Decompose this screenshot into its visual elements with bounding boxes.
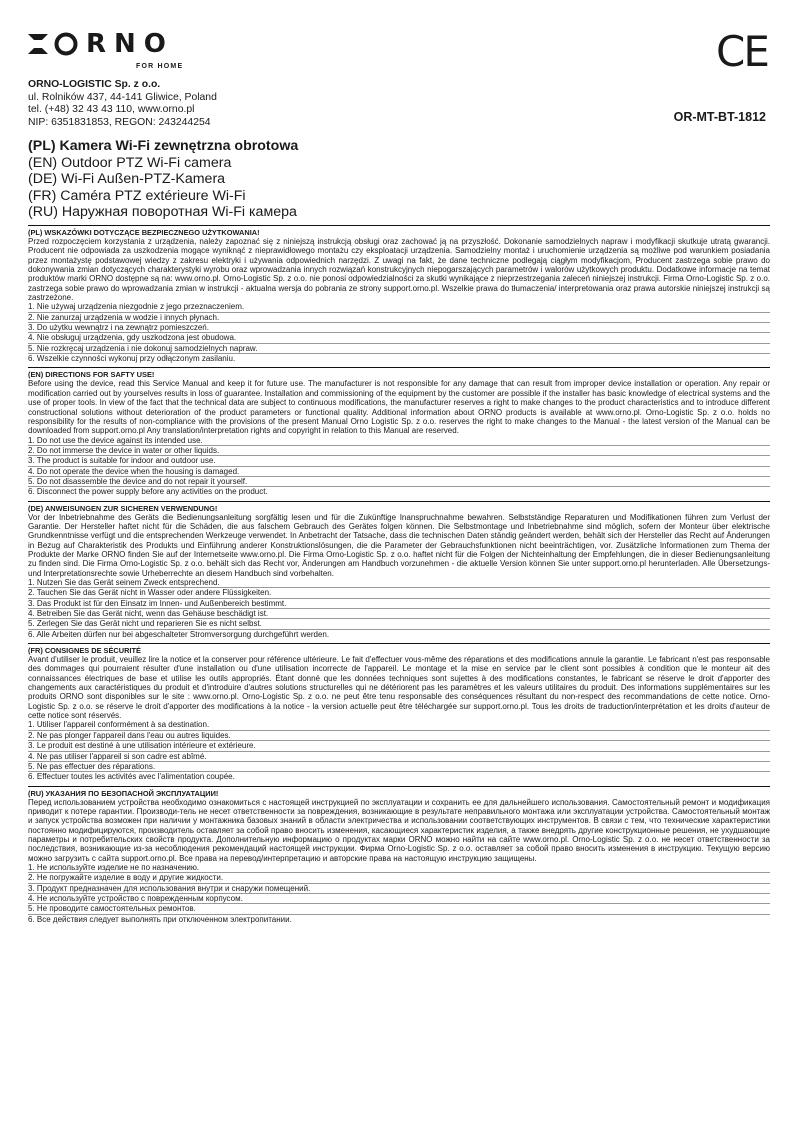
section-body: Avant d'utiliser le produit, veuillez lire la notice et la conserver pour référence ultérieure. Le fait d'effectuer vous-même des réparations et des modifications annule la garantie. Le fabricant n'est pas responsable des dommages qui pourraient résulter d'une installation ou d'une utilisation incorrecte de l'appareil. Le montage et la mise en service par le client sont possibles à condition que le monteur ait des connaissances électriques de base et utilise les outils appropriés. Étant donné que les données techniques sont sujettes à des modifications constantes, le fabricant se réserve le droit d'apporter des changements aux caractéristiques du produit et d'introduire d'autres solutions structurelles qui ne détériorent pas les paramètres et les valeurs utilitaires du produit. Des informations supplémentaires sur les produits ORNO sont disponibles sur le site : www.orno.pl. Orno-Logistic Sp. z o.o. ne peut être tenu responsable des conséquences résultant du non-respect des recommandations de cette notice. Orno-Logistic Sp. z o.o. se réserve le droit d'apporter des modifications à la notice - la version actuelle peut être téléchargée sur support.orno.pl. Tous les droits de traduction/interprétation et les droits d'auteur de cette notice sont réservés. [28, 655, 770, 721]
list-item: 1. Nutzen Sie das Gerät seinem Zweck entsprechend. [28, 578, 770, 588]
section-heading: (FR) CONSIGNES DE SÉCURITÉ [28, 646, 141, 656]
list-item: 2. Не погружайте изделие в воду и другие жидкости. [28, 873, 770, 883]
model-number: OR-MT-BT-1812 [673, 110, 766, 124]
list-item: 5. Ne pas effectuer des réparations. [28, 762, 770, 772]
section-list [28, 436, 770, 497]
list-item: 4. Ne pas utiliser l'appareil si son cadre est abîmé. [28, 752, 770, 762]
title-ru: (RU) Наружная поворотная Wi-Fi камера [28, 204, 297, 221]
list-item: 3. Do użytku wewnątrz i na zewnątrz pomieszczeń. [28, 323, 770, 333]
title-en: (EN) Outdoor PTZ Wi-Fi camera [28, 154, 232, 171]
section-heading: (DE) ANWEISUNGEN ZUR SICHEREN VERWENDUNG! [28, 503, 218, 513]
section-list [28, 863, 770, 924]
list-item: 6. Effectuer toutes les activités avec l'alimentation coupée. [28, 772, 235, 782]
list-item: 3. Das Produkt ist für den Einsatz im Innen- und Außenbereich bestimmt. [28, 599, 770, 609]
list-item: 5. Nie rozkręcaj urządzenia i nie dokonuj samodzielnych napraw. [28, 344, 770, 354]
section-heading: (PL) WSKAZÓWKI DOTYCZĄCE BEZPIECZNEGO UŻYTKOWANIA! [28, 228, 260, 237]
section-body: Vor der Inbetriebnahme des Geräts die Bedienungsanleitung sorgfältig lesen und für die Zukünftige Inanspruchnahme bewahren. Selbstständige Reparaturen und Modifikationen führen zum Verlust der Garantie. Der Hersteller haftet nicht für die Schäden, die aus falschem Gebrauch des Gerätes folgen können. Die Selbstmontage und Inbetriebnahme sind möglich, sofern der Monteur über elektrische Grundkenntnisse verfügt und die entsprechenden Werkzeuge verwendet. In Anbetracht der Tatsache, dass die technischen Daten ständig geändert werden, behält sich der Hersteller das Recht auf Änderungen in Bezug auf Charakteristik des Produkts und Einführung anderer Konstruktionslösungen, die die Parameter der Gebrauchsfunktionen nicht beeinträchtigen, vor. Zusätzliche Informationen zum Thema der Produkte der Marke ORNO finden Sie auf der Internetseite www.orno.pl. Die Firma Orno-Logistic Sp. z o.o. haftet nicht für die Folgen der Nichteinhaltung der Empfehlungen, die in dieser Bedienungsanleitung zu finden sind. Die Firma Orno-Logistic Sp. z o.o. behält sich das Recht vor, Änderungen am Handbuch vorzunehmen - die aktuelle Version können Sie unter support.orno.pl herunterladen. Alle Übersetzungs- und Interpretationsrechte sowie Urheberrechte an diesem Handbuch sind vorbehalten. [28, 512, 770, 578]
section-list [28, 578, 770, 639]
section-body: Before using the device, read this Service Manual and keep it for future use. The manufacturer is not responsible for any damage that can result from improper device installation or operation. Any repair or modification carried out by yourselves results in loss of guarantee. Installation and commissioning of the equipment by the customer are possible if the installer has basic knowledge of electrical systems and the use of proper tools. In view of the fact that the technical data are subject to continuous modifications, the manufacturer reserves a right to make changes to the product characteristics and to introduce different constructional solutions without deterioration of the product parameters or functional quality. Additional information about ORNO products is available at www.orno.pl. Orno-Logistic Sp. z o.o. holds no responsibility for the results of non-compliance with the provisions of the present Manual Orno Logistic Sp. z o.o. reserves the right to make changes to the Manual - the latest version of the Manual can be downloaded from support.orno.pl Any translation/interpretation rights and copyright in relation to this Manual are reserved. [28, 379, 770, 436]
company-address: ul. Rolników 437, 44-141 Gliwice, Poland [28, 91, 217, 103]
section-en [28, 367, 770, 496]
section-body: Przed rozpoczęciem korzystania z urządzenia, należy zapoznać się z niniejszą instrukcją obsługi oraz zachować ją na przyszłość. Dokonanie samodzielnych napraw i modyfikacji skutkuje utratą gwarancji. Producent nie odpowiada za uszkodzenia mogące wyniknąć z nieprawidłowego montażu czy eksploatacji urządzenia. Samodzielny montaż i uruchomienie urządzenia są możliwe pod warunkiem posiadania przez montażystę podstawowej wiedzy z zakresu elektryki i używania odpowiednich narzędzi. Z uwagi na fakt, że dane techniczne podlegają ciągłym modyfikacjom, Producent zastrzega sobie prawo do dokonywania zmian dotyczących charakterystyki wyrobu oraz wprowadzania innych rozwiązań konstrukcyjnych niepogarszających parametrów i walorów użytkowych produktu. Dodatkowe informacje na temat produktów marki ORNO dostępne są na: www.orno.pl. Orno-Logistic Sp. z o.o. nie ponosi odpowiedzialności za skutki wynikające z nieprzestrzegania zaleceń niniejszej instrukcji. Firma Orno-Logistic Sp. z o.o. zastrzega sobie prawo do wprowadzania zmian w instrukcji - aktualna wersja do pobrania ze strony support.orno.pl. Wszelkie prawa do tłumaczenia/ interpretowania oraz prawa autorskie niniejszej instrukcji są zastrzeżone. [28, 237, 770, 303]
section-heading: (RU) УКАЗАНИЯ ПО БЕЗОПАСНОЙ ЭКСПЛУАТАЦИИ! [28, 788, 219, 798]
brand-subtitle: FOR HOME [136, 63, 184, 70]
list-item: 4. Betreiben Sie das Gerät nicht, wenn das Gehäuse beschädigt ist. [28, 609, 770, 619]
section-fr [28, 643, 770, 781]
list-item: 2. Nie zanurzaj urządzenia w wodzie i innych płynach. [28, 313, 770, 323]
company-name: ORNO-LOGISTIC Sp. z o.o. [28, 79, 161, 90]
title-pl: (PL) Kamera Wi-Fi zewnętrzna obrotowa [28, 138, 299, 154]
list-item: 6. Все действия следует выполнять при отключенном электропитании. [28, 914, 292, 924]
product-titles [28, 138, 298, 221]
list-item: 2. Do not immerse the device in water or other liquids. [28, 446, 770, 456]
list-item: 4. Nie obsługuj urządzenia, gdy uszkodzona jest obudowa. [28, 333, 770, 343]
list-item: 3. Продукт предназначен для использования внутри и снаружи помещений. [28, 884, 770, 894]
list-item: 4. Не используйте устройство с поврежденным корпусом. [28, 894, 770, 904]
orno-logo [28, 29, 188, 76]
section-list [28, 720, 770, 781]
list-item: 5. Do not disassemble the device and do not repair it yourself. [28, 477, 770, 487]
list-item: 1. Nie używaj urządzenia niezgodnie z jego przeznaczeniem. [28, 302, 770, 312]
section-de [28, 501, 770, 639]
list-item: 2. Ne pas plonger l'appareil dans l'eau ou autres liquides. [28, 731, 770, 741]
section-list [28, 302, 770, 363]
company-contact: tel. (+48) 32 43 43 110, www.orno.pl [28, 104, 195, 115]
list-item: 3. Le produit est destiné à une utilisation intérieure et extérieure. [28, 741, 770, 751]
section-ru [28, 786, 770, 924]
list-item: 6. Disconnect the power supply before any activities on the product. [28, 487, 268, 497]
company-ids: NIP: 6351831853, REGON: 243244254 [28, 116, 211, 128]
list-item: 6. Wszelkie czynności wykonuj przy odłączonym zasilaniu. [28, 354, 236, 364]
section-body: Перед использованием устройства необходимо ознакомиться с настоящей инструкцией по эксплуатации и сохранить ее для дальнейшего использования. Самостоятельный ремонт и модификация приводит к потере гарантии. Производи-тель не несет ответственности за повреждения, возникающие в результате неправильного монтажа или эксплуатации устройства. Самостоятельный монтаж и запуск устройства возможен при наличии у монтажника базовых знаний в области электричества и использовании соответствующих инструментов. В связи с тем, что технические характеристики постоянно модифицируются, производитель оставляет за собой право вносить изменения, касающиеся характеристик изделия, а также внедрять другие конструкционные решения, не ухудшающие параметры и потребительских свойств продукта. Дополнительную информацию о продуктах марки ORNO можно найти на сайте www.orno.pl. Orno-Logistic Sp. z o.o. не несет ответственности за последствия, возникающие из-за несоблюдения рекомендаций настоящей инструкции. Фирма Orno-Logistic Sp. z o.o. оставляет за собой право вносить изменения в инструкцию. Текущую версию можно загрузить с сайта support.orno.pl. Все права на перевод/интерпретацию и авторские права на настоящую инструкцию защищены. [28, 797, 770, 863]
list-item: 1. Do not use the device against its intended use. [28, 436, 770, 446]
title-fr: (FR) Caméra PTZ extérieure Wi-Fi [28, 187, 246, 204]
list-item: 4. Do not operate the device when the housing is damaged. [28, 467, 770, 477]
company-info [28, 79, 217, 129]
orno-logo-mark-icon [28, 34, 48, 54]
list-item: 6. Alle Arbeiten dürfen nur bei abgeschalteter Stromversorgung durchgeführt werden. [28, 629, 330, 639]
list-item: 5. Zerlegen Sie das Gerät nicht und reparieren Sie es nicht selbst. [28, 619, 770, 629]
list-item: 5. Не проводите самостоятельных ремонтов. [28, 904, 770, 914]
ce-mark: CE [716, 27, 768, 76]
orno-logo-o-icon [54, 32, 78, 56]
list-item: 1. Utiliser l'appareil conformément à sa destination. [28, 720, 770, 730]
list-item: 1. Не используйте изделие не по назначению. [28, 863, 770, 873]
brand-letters: RNO [86, 29, 174, 59]
list-item: 2. Tauchen Sie das Gerät nicht in Wasser oder andere Flüssigkeiten. [28, 588, 770, 598]
list-item: 3. The product is suitable for indoor and outdoor use. [28, 456, 770, 466]
safety-sections [28, 225, 770, 928]
section-pl [28, 225, 770, 363]
title-de: (DE) Wi-Fi Außen-PTZ-Kamera [28, 171, 226, 188]
section-heading: (EN) DIRECTIONS FOR SAFTY USE! [28, 370, 155, 380]
